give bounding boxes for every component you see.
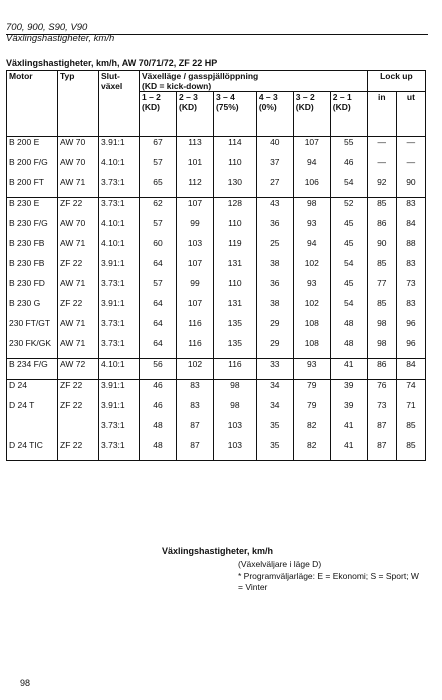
slutvaxel-cell: 3.73:1 [99,338,140,359]
slutvaxel-cell: 3.91:1 [99,298,140,318]
typ-cell: AW 71 [58,338,99,359]
g21-cell: 52 [330,198,367,219]
g12-cell: 57 [140,218,177,238]
g43-cell: 37 [256,157,293,177]
motor-cell: D 24 TIC [7,440,58,461]
g43-sub: (0%) [258,102,277,112]
page-header [6,22,114,44]
table-row [7,318,426,338]
slutvaxel-cell: 3.91:1 [99,400,140,420]
slutvaxel-cell: 3.91:1 [99,137,140,158]
g43-cell: 38 [256,298,293,318]
g23-cell: 87 [176,440,213,461]
g12-cell: 48 [140,440,177,461]
table-title: Växlingshastigheter, km/h, AW 70/71/72, ZF 22 HP [6,58,218,68]
g23-label: 2 – 3 [178,92,198,102]
col-typ: Typ [58,71,99,137]
g21-cell: 45 [330,218,367,238]
lockup-ut-cell: 85 [396,440,425,461]
slutvaxel-cell: 4.10:1 [99,238,140,258]
lockup-in-cell: 77 [367,278,396,298]
g12-cell: 67 [140,137,177,158]
table-row [7,380,426,401]
lockup-ut-cell: 73 [396,278,425,298]
g43-cell: 35 [256,420,293,440]
g34-cell: 103 [213,440,256,461]
g21-cell: 45 [330,278,367,298]
table-row [7,137,426,158]
slutvaxel-cell: 3.73:1 [99,278,140,298]
g21-cell: 48 [330,318,367,338]
g32-cell: 102 [293,298,330,318]
g43-cell: 33 [256,359,293,380]
g23-cell: 102 [176,359,213,380]
g34-cell: 128 [213,198,256,219]
g21-cell: 54 [330,177,367,198]
motor-cell: B 230 F/G [7,218,58,238]
slutvaxel-cell: 3.73:1 [99,177,140,198]
motor-cell: B 234 F/G [7,359,58,380]
caption-line1: (Växelväljare i läge D) [238,559,322,569]
col-g32 [293,92,330,137]
g34-cell: 110 [213,218,256,238]
slutvaxel-cell: 3.73:1 [99,318,140,338]
g34-cell: 103 [213,420,256,440]
lockup-ut-cell: — [396,137,425,158]
col-ut: ut [396,92,425,137]
g32-label: 3 – 2 [295,92,315,102]
table-row [7,198,426,219]
lockup-in-cell: — [367,157,396,177]
g32-cell: 108 [293,318,330,338]
g34-cell: 98 [213,400,256,420]
g34-cell: 131 [213,258,256,278]
g32-cell: 108 [293,338,330,359]
typ-cell: AW 71 [58,238,99,258]
models-heading: 700, 900, S90, V90 [6,22,88,33]
table-row [7,298,426,318]
lockup-in-cell: 90 [367,238,396,258]
g12-cell: 46 [140,380,177,401]
table-row [7,420,426,440]
table-header [7,71,426,137]
lockup-ut-cell: 84 [396,359,425,380]
lockup-in-cell: 76 [367,380,396,401]
typ-cell: ZF 22 [58,298,99,318]
lockup-in-cell: 98 [367,338,396,359]
table-row [7,440,426,461]
col-slutvaxel: Slut-växel [99,71,140,137]
g23-cell: 101 [176,157,213,177]
g32-cell: 93 [293,359,330,380]
g23-sub: (KD) [178,102,197,112]
g12-cell: 64 [140,258,177,278]
slutvaxel-cell: 3.91:1 [99,258,140,278]
caption-title: Växlingshastigheter, km/h [162,546,274,556]
g43-cell: 34 [256,400,293,420]
g23-cell: 112 [176,177,213,198]
g34-cell: 135 [213,318,256,338]
lockup-ut-cell: 83 [396,198,425,219]
g34-cell: 110 [213,157,256,177]
lockup-in-cell: 98 [367,318,396,338]
typ-cell: AW 70 [58,157,99,177]
g12-cell: 48 [140,420,177,440]
lockup-ut-cell: 84 [396,218,425,238]
g43-cell: 29 [256,318,293,338]
g12-cell: 62 [140,198,177,219]
table-row [7,218,426,238]
g32-cell: 82 [293,420,330,440]
g23-cell: 116 [176,338,213,359]
g23-cell: 87 [176,420,213,440]
g12-cell: 64 [140,318,177,338]
g12-cell: 46 [140,400,177,420]
lockup-ut-cell: 83 [396,298,425,318]
col-vaxellage [140,71,368,92]
vaxellage-label: Växelläge / gasspjällöppning [142,71,259,81]
g21-sub: (KD) [332,102,351,112]
table-row [7,278,426,298]
g34-sub: (75%) [215,102,239,112]
g43-cell: 35 [256,440,293,461]
g12-cell: 57 [140,157,177,177]
g32-cell: 82 [293,440,330,461]
g21-cell: 41 [330,420,367,440]
g12-cell: 57 [140,278,177,298]
g21-cell: 48 [330,338,367,359]
g43-cell: 36 [256,278,293,298]
shift-speed-table [6,70,426,461]
lockup-in-cell: 85 [367,258,396,278]
col-g43 [256,92,293,137]
lockup-in-cell: 86 [367,218,396,238]
g34-label: 3 – 4 [215,92,235,102]
g23-cell: 83 [176,380,213,401]
kickdown-label: (KD = kick-down) [142,81,212,91]
lockup-ut-cell: — [396,157,425,177]
typ-cell [58,420,99,440]
table-row [7,238,426,258]
g34-cell: 116 [213,359,256,380]
g43-cell: 36 [256,218,293,238]
g34-cell: 110 [213,278,256,298]
g34-cell: 114 [213,137,256,158]
g34-cell: 135 [213,338,256,359]
g12-label: 1 – 2 [142,92,161,102]
table-row [7,258,426,278]
g12-cell: 64 [140,298,177,318]
motor-cell: B 230 FB [7,258,58,278]
col-in: in [367,92,396,137]
g32-cell: 79 [293,400,330,420]
g32-cell: 94 [293,157,330,177]
slutvaxel-cell: 4.10:1 [99,157,140,177]
motor-cell: B 230 FD [7,278,58,298]
lockup-ut-cell: 74 [396,380,425,401]
g43-cell: 38 [256,258,293,278]
typ-cell: ZF 22 [58,258,99,278]
g12-cell: 65 [140,177,177,198]
lockup-in-cell: 86 [367,359,396,380]
g23-cell: 83 [176,400,213,420]
g12-cell: 60 [140,238,177,258]
slutvaxel-cell: 4.10:1 [99,218,140,238]
g12-cell: 64 [140,338,177,359]
g32-cell: 106 [293,177,330,198]
g23-cell: 99 [176,218,213,238]
lockup-in-cell: 85 [367,298,396,318]
g43-cell: 34 [256,380,293,401]
g21-cell: 46 [330,157,367,177]
motor-cell: 230 FT/GT [7,318,58,338]
typ-cell: AW 71 [58,177,99,198]
g23-cell: 99 [176,278,213,298]
typ-cell: AW 70 [58,218,99,238]
col-g23 [176,92,213,137]
motor-cell: B 200 F/G [7,157,58,177]
motor-cell: D 24 [7,380,58,401]
lockup-in-cell: 92 [367,177,396,198]
section-heading: Växlingshastigheter, km/h [6,33,115,44]
g21-cell: 55 [330,137,367,158]
g21-cell: 41 [330,440,367,461]
table-body [7,137,426,461]
g23-cell: 107 [176,258,213,278]
g21-cell: 45 [330,238,367,258]
g34-cell: 119 [213,238,256,258]
slutvaxel-cell: 3.73:1 [99,198,140,219]
table-row [7,177,426,198]
g21-cell: 39 [330,380,367,401]
g34-cell: 131 [213,298,256,318]
g32-cell: 107 [293,137,330,158]
g32-cell: 93 [293,278,330,298]
lockup-ut-cell: 90 [396,177,425,198]
g34-cell: 98 [213,380,256,401]
g32-sub: (KD) [295,102,314,112]
typ-cell: AW 70 [58,137,99,158]
table-row [7,400,426,420]
table-row [7,338,426,359]
g12-cell: 56 [140,359,177,380]
g34-cell: 130 [213,177,256,198]
g21-cell: 54 [330,298,367,318]
g32-cell: 79 [293,380,330,401]
col-lockup: Lock up [367,71,425,92]
col-motor: Motor [7,71,58,137]
col-g34 [213,92,256,137]
lockup-ut-cell: 96 [396,338,425,359]
lockup-in-cell: 87 [367,420,396,440]
g21-cell: 54 [330,258,367,278]
g43-cell: 43 [256,198,293,219]
header-rule [6,34,428,35]
motor-cell: B 200 FT [7,177,58,198]
typ-cell: ZF 22 [58,400,99,420]
lockup-ut-cell: 88 [396,238,425,258]
g32-cell: 93 [293,218,330,238]
g32-cell: 94 [293,238,330,258]
lockup-ut-cell: 96 [396,318,425,338]
g12-sub: (KD) [142,102,160,112]
motor-cell: B 230 G [7,298,58,318]
motor-cell: B 200 E [7,137,58,158]
col-g21 [330,92,367,137]
typ-cell: ZF 22 [58,380,99,401]
g21-cell: 39 [330,400,367,420]
slutvaxel-cell: 3.73:1 [99,440,140,461]
typ-cell: ZF 22 [58,440,99,461]
typ-cell: AW 71 [58,278,99,298]
motor-cell: B 230 E [7,198,58,219]
g43-cell: 40 [256,137,293,158]
slutvaxel-cell: 3.73:1 [99,420,140,440]
page-number: 98 [20,678,31,688]
g23-cell: 107 [176,298,213,318]
g32-cell: 98 [293,198,330,219]
motor-cell: 230 FK/GK [7,338,58,359]
lockup-ut-cell: 83 [396,258,425,278]
motor-cell: D 24 T [7,400,58,420]
lockup-ut-cell: 71 [396,400,425,420]
col-g12 [140,92,177,137]
lockup-ut-cell: 85 [396,420,425,440]
table-row [7,359,426,380]
g23-cell: 107 [176,198,213,219]
typ-cell: AW 71 [58,318,99,338]
slutvaxel-cell: 3.91:1 [99,380,140,401]
lockup-in-cell: 87 [367,440,396,461]
typ-cell: AW 72 [58,359,99,380]
g43-cell: 25 [256,238,293,258]
lockup-in-cell: — [367,137,396,158]
lockup-in-cell: 85 [367,198,396,219]
g23-cell: 103 [176,238,213,258]
slutvaxel-cell: 4.10:1 [99,359,140,380]
g21-cell: 41 [330,359,367,380]
g43-cell: 27 [256,177,293,198]
motor-cell [7,420,58,440]
g32-cell: 102 [293,258,330,278]
g21-label: 2 – 1 [332,92,352,102]
g43-label: 4 – 3 [258,92,278,102]
table-row [7,157,426,177]
g43-cell: 29 [256,338,293,359]
g23-cell: 113 [176,137,213,158]
lockup-in-cell: 73 [367,400,396,420]
caption-line2: * Programväljarläge: E = Ekonomi; S = Sport; W = Vinter [238,571,419,592]
typ-cell: ZF 22 [58,198,99,219]
g23-cell: 116 [176,318,213,338]
motor-cell: B 230 FB [7,238,58,258]
